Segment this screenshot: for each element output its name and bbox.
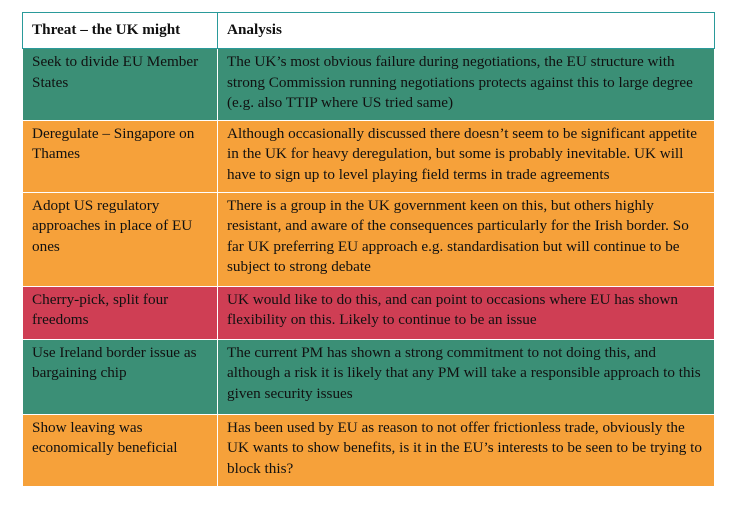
analysis-cell: Although occasionally discussed there doesn’t seem to be significant appetite in the UK for heavy deregulation, but some is probably inevitable. UK will have to sign up to level playing field terms in trade agreements: [218, 120, 715, 192]
threat-cell: Adopt US regulatory approaches in place of EU ones: [23, 192, 218, 286]
analysis-cell: The UK’s most obvious failure during negotiations, the EU structure with strong Commission running negotiations protects against this to large degree (e.g. also TTIP where US tried same): [218, 49, 715, 121]
analysis-cell: UK would like to do this, and can point to occasions where EU has shown flexibility on this. Likely to continue to be an issue: [218, 286, 715, 339]
threat-cell: Deregulate – Singapore on Thames: [23, 120, 218, 192]
analysis-cell: The current PM has shown a strong commitment to not doing this, and although a risk it is likely that any PM will take a responsible approach to this given security issues: [218, 339, 715, 414]
table-row: [23, 286, 715, 339]
header-row: [23, 13, 715, 49]
analysis-cell: Has been used by EU as reason to not offer frictionless trade, obviously the UK wants to show benefits, is it in the EU’s interests to be seen to be trying to block this?: [218, 414, 715, 486]
threat-cell: Seek to divide EU Member States: [23, 49, 218, 121]
threat-cell: Use Ireland border issue as bargaining chip: [23, 339, 218, 414]
threat-analysis-table: [22, 12, 715, 487]
analysis-cell: There is a group in the UK government keen on this, but others highly resistant, and aware of the consequences particularly for the Irish border. So far UK preferring EU approach e.g. standardisation but will continue to be subject to strong debate: [218, 192, 715, 286]
table-row: [23, 339, 715, 414]
header-analysis: Analysis: [218, 13, 715, 49]
table-row: [23, 120, 715, 192]
threat-cell: Cherry-pick, split four freedoms: [23, 286, 218, 339]
table-row: [23, 192, 715, 286]
table-row: [23, 49, 715, 121]
table-row: [23, 414, 715, 486]
threat-cell: Show leaving was economically beneficial: [23, 414, 218, 486]
header-threat: Threat – the UK might: [23, 13, 218, 49]
